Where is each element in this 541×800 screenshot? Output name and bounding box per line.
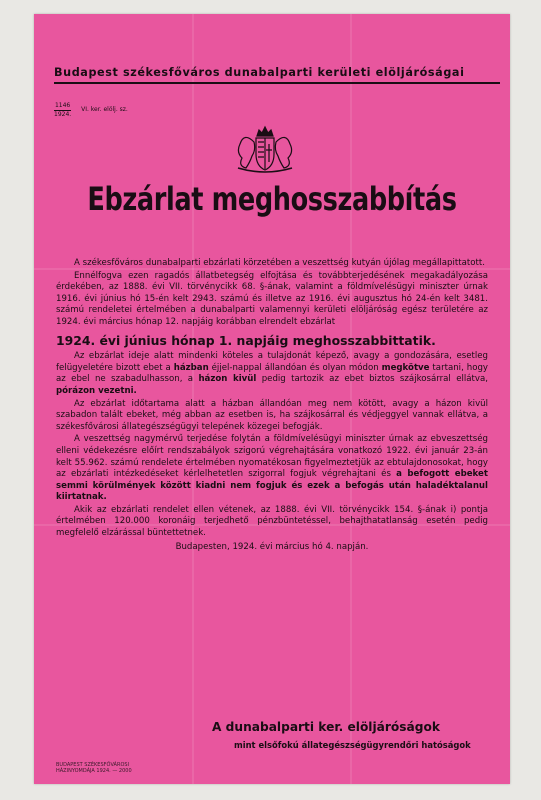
text-run: Az ebzárlat ideje alatt mindenki köteles a tulajdonát képező, avagy a gondozására, esetleg felügyeletére bizott ebet a bbox=[56, 351, 488, 373]
poster-header: Budapest székesfőváros dunabalparti kerületi elöljáróságai bbox=[54, 66, 500, 84]
paragraph: Ennélfogva ezen ragadós állatbetegség elfojtása és továbbterjedésének megakadályozása érdekében, az 1888. évi VII. törvénycikk 68. §-ának, valamint a földmívelésügyi miniszter úrnak 1916. évi június hó 15-én kelt 2943. számú és illetve az 1916. évi augusztus hó 24-én kelt 3481. számú rendeletei értelmében a dunabalparti valamennyi kerületi elöljáróság egész területére az 1924. évi március hónap 12. napjáig korábban elrendelt ebzárlat bbox=[56, 270, 488, 327]
printer-imprint bbox=[56, 762, 132, 774]
issue-date: Budapesten, 1924. évi március hó 4. napján. bbox=[175, 541, 369, 552]
printer-line: HÁZINYOMDÁJA 1924. — 2000 bbox=[56, 768, 132, 774]
poster bbox=[34, 14, 510, 784]
text-run: tartani, hogy az ebel ne szabadulhasson, a bbox=[56, 362, 488, 385]
bold-run: házban bbox=[173, 362, 209, 373]
paragraph: A székesfőváros dunabalparti ebzárlati körzetében a veszettség kutyán újólag megállapittatott. bbox=[74, 258, 485, 268]
bold-run: megkötve bbox=[381, 362, 430, 373]
bold-run: házon kivül bbox=[198, 374, 257, 385]
extension-statement: 1924. évi június hónap 1. napjáig meghosszabbittatik. bbox=[56, 332, 436, 348]
text-run: pedig tartozik az ebet biztos szájkosárral ellátva, bbox=[256, 374, 488, 385]
poster-title: Ebzárlat meghosszabbítás bbox=[87, 180, 457, 218]
ref-text: VI. ker. elölj. sz. bbox=[81, 106, 128, 113]
paragraph bbox=[56, 351, 488, 397]
text-run: A veszettség nagymérvű terjedése folytán a földmívelésügyi miniszter úrnak az ebveszettség elleni védekezésre előírt rendszabályok szigorú végrehajtására vonatkozó 1922. évi január 23-án kelt 55.962. számú rendelete értelmében nyomatékosan figyelmeztetjük az ebtulajdonosokat, hogy az ebzárlati intézkedéseket kérlelhetetlen szigorral fogjuk végrehajtani és bbox=[56, 434, 488, 480]
paragraph: Az ebzárlat időtartama alatt a házban állandóan meg nem kötött, avagy a házon kivül szabadon talált ebeket, még abban az esetben is, ha szájkosárral és védjeggyel vannak ellátva, a székesfővárosi állategészségügyi telepének közegei befogják. bbox=[56, 398, 488, 432]
issuer-subtitle: mint elsőfokú állategészségügyrendőri hatóságok bbox=[234, 740, 471, 750]
reference-number bbox=[54, 102, 128, 119]
paragraph: Akik az ebzárlati rendelet ellen vétenek, az 1888. évi VII. törvénycikk 154. §-ának i) pontja értelmében 120.000 koronáig terjedhető pénzbüntetéssel, behajthatatlanság esetén pedig megfelelő elzárással büntettetnek. bbox=[56, 504, 488, 539]
paragraph bbox=[56, 434, 488, 504]
notice-body bbox=[56, 258, 488, 554]
printer-line: BUDAPEST SZÉKESFŐVÁROSI bbox=[56, 762, 130, 768]
bold-run: a befogott ebeket semmi körülmények között kiadni nem fogjuk és ezek a befogás után haladéktalanul kiirtatnak. bbox=[56, 469, 488, 503]
bold-run: pórázon vezetni. bbox=[56, 385, 137, 396]
issuer-signature: A dunabalparti ker. elöljáróságok bbox=[212, 720, 440, 734]
hungarian-coat-of-arms-icon bbox=[230, 122, 300, 178]
text-run: éjjel-nappal állandóan és olyan módon bbox=[208, 362, 382, 373]
ref-bottom: 1924. bbox=[54, 111, 72, 118]
ref-top: 1146 bbox=[54, 102, 71, 109]
